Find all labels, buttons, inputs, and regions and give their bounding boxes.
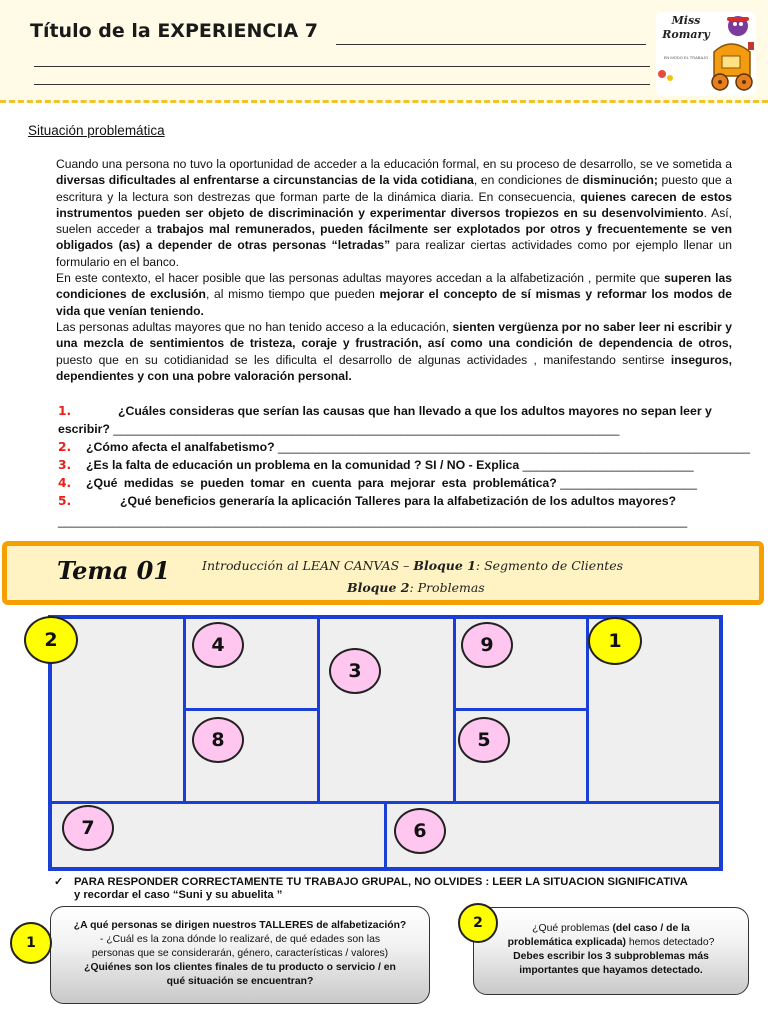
question-3 [58,458,694,472]
situation-paragraph: Las personas adultas mayores que no han tenido acceso a la educación, sienten vergüenza por no saber leer ni escribir y una mezcla de sentimientos de tristeza, coraje y frustración, así como una condición de dependencia de otros, puesto que en su cotidianidad se les dificulta el desarrollo de algunas actividades , manifestando sentirse inseguros, dependientes y con una pobre valoración personal. [56,319,732,383]
answer-blank[interactable]: ____________________________________________________________________________________________ [58,514,688,528]
question-number: 2. [58,440,72,454]
answer-blank[interactable]: _________________________ [519,458,694,472]
question-2 [58,440,750,454]
question-text: ¿Qué medidas se pueden tomar en cuenta para mejorar esta problemática? [86,476,557,490]
situation-paragraph: Cuando una persona no tuvo la oportunidad de acceder a la educación formal, en su proceso de desarrollo, se ve sometida a diversas dificultades al enfrentarse a circunstancias de la vida cotidiana, en condiciones de disminución; puesto que a escritura y la lectura son destrezas que forman parte de la dinámica diaria. En consecuencia, quienes carecen de estos instrumentos pueden ser objeto de discriminación y experimentar diversos tropiezos en su desenvolvimiento. Así, suelen acceder a trabajos mal remunerados, pueden fácilmente ser explotados por otros y frecuentemente se ven obligados (as) a depender de otras personas “letradas” para realizar ciertas actividades como por ejemplo llenar un formulario en el banco. [56,157,733,269]
canvas-number-5: 5 [458,717,510,763]
question-text: ¿Qué beneficios generaría la aplicación Talleres para la alfabetización de los adultos mayores? [120,494,677,508]
question-1-continued: escribir? __________________________________________________________________________ [58,422,620,436]
logo [656,12,756,96]
canvas-divider [384,801,387,867]
canvas-number-7: 7 [62,805,114,851]
answer-line [34,66,650,67]
question-number: 3. [58,458,72,472]
header-band [0,0,768,103]
question-1 [58,404,712,418]
bubble-number-2: 2 [458,903,498,943]
canvas-number-9: 9 [461,622,513,668]
tema-banner [2,541,764,605]
tema-title: Tema 01 [57,556,171,585]
situation-text [56,156,732,384]
answer-blank[interactable]: __________________________________________________________________________ [109,422,620,436]
canvas-number-4: 4 [192,622,244,668]
canvas-number-6: 6 [394,808,446,854]
question-4 [58,476,697,490]
banner-subtitle-2: Bloque 2: Problemas [347,580,485,595]
canvas-number-2: 2 [24,616,78,664]
question-text: ¿Cuáles consideras que serían las causas que han llevado a que los adultos mayores no sepan leer y [118,404,712,418]
answer-blank[interactable]: ____________________ [556,476,697,490]
question-text: ¿Es la falta de educación un problema en la comunidad ? SI / NO - Explica [86,458,520,472]
bubble-number-1: 1 [10,922,52,964]
banner-subtitle: Introducción al LEAN CANVAS – Bloque 1: Segmento de Clientes [202,558,624,573]
question-number: 5. [58,494,72,508]
instruction-note: ✓ PARA RESPONDER CORRECTAMENTE TU TRABAJO GRUPAL, NO OLVIDES : LEER LA SITUACION SIGNIFICATIVA y recordar el caso “Suni y su abuelita ” [54,876,688,901]
section-heading: Situación problemática [28,123,165,138]
question-number: 1. [58,404,72,418]
checkmark-icon: ✓ [54,876,64,888]
question-number: 4. [58,476,72,490]
guide-bubble-segmento: ¿A qué personas se dirigen nuestros TALLERES de alfabetización? - ¿Cuál es la zona dónde lo realizaré, de qué edades son las personas que se considerarán, género, características / valores) ¿Quiénes son los clientes finales de tu producto o servicio / en qué situación se encuentran? [50,906,430,1004]
canvas-number-3: 3 [329,648,381,694]
logo-tagline: EN MODO EL TRABAJO [663,55,709,60]
question-5 [58,494,676,508]
logo-name: Miss Romary [662,14,710,41]
question-text: ¿Cómo afecta el analfabetismo? [86,440,275,454]
canvas-divider [453,708,589,711]
page-title: Título de la EXPERIENCIA 7 [30,20,318,42]
canvas-number-8: 8 [192,717,244,763]
canvas-divider [183,708,320,711]
answer-line [34,84,650,85]
answer-blank[interactable]: _____________________________________________________________________ [274,440,750,454]
guide-bubble-problemas: ¿Qué problemas (del caso / de la problemática explicada) hemos detectado? Debes escribir los 3 subproblemas más importantes que hayamos detectado. [473,907,749,995]
canvas-number-1: 1 [588,617,642,665]
carriage-illustration [656,12,756,96]
title-answer-line [336,44,646,45]
situation-paragraph: En este contexto, el hacer posible que las personas adultas mayores accedan a la alfabetización , permite que superen las condiciones de exclusión, al mismo tiempo que pueden mejorar el concepto de sí mismas y reformar los modos de vida que venían teniendo. [56,271,733,318]
